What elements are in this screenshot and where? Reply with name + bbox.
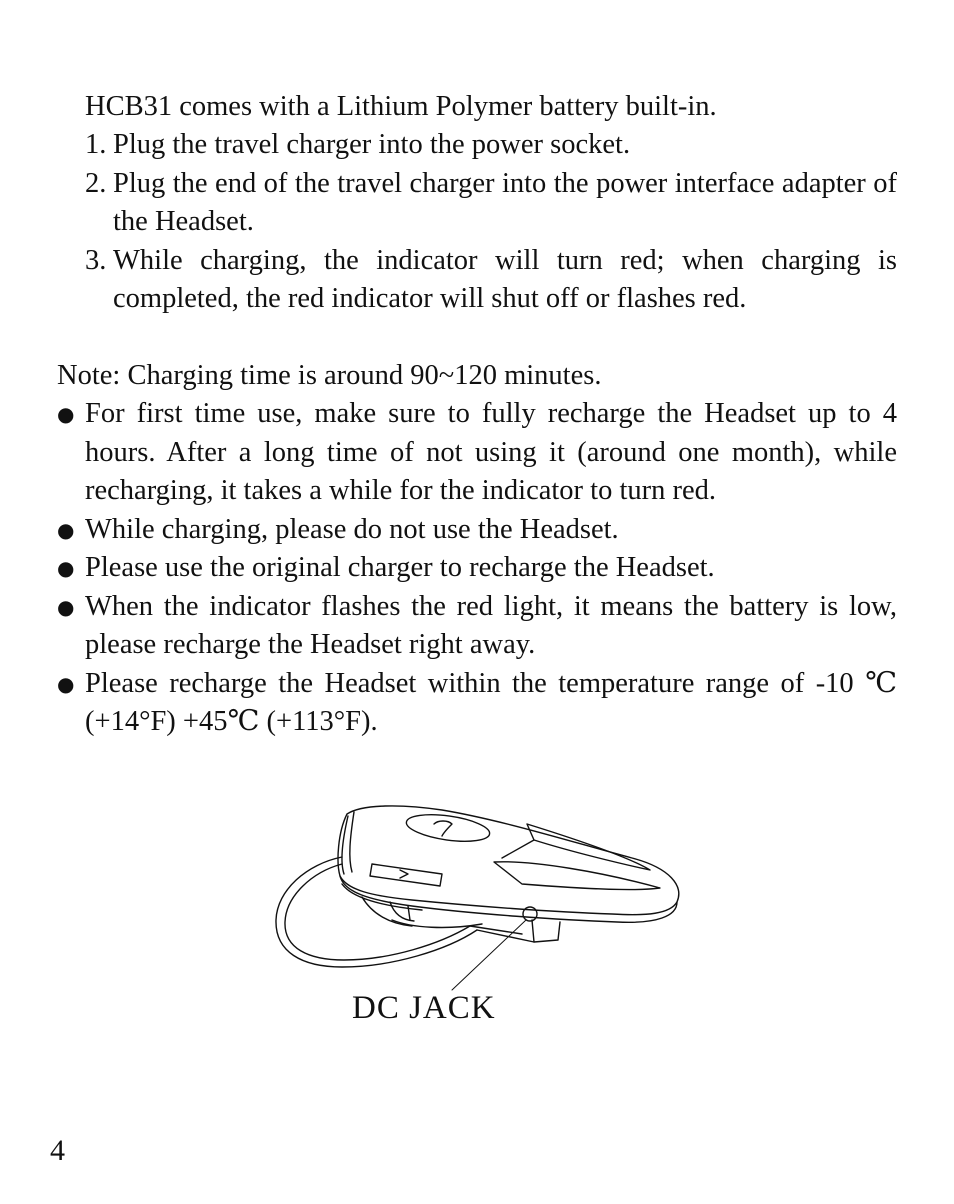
list-item <box>57 588 897 665</box>
bullet-icon: ● <box>57 517 75 542</box>
bullet-text: Please recharge the Headset within the temperature range of -10 ℃ (+14°F) +45℃ (+113°F). <box>85 667 897 737</box>
step-number: 1. <box>85 129 107 160</box>
bullet-icon: ● <box>57 556 75 580</box>
step-item <box>85 165 897 242</box>
bullet-text: Please use the original charger to recharge the Headset. <box>85 552 715 583</box>
charging-steps <box>85 126 897 319</box>
bullet-icon: ● <box>57 594 75 619</box>
bullet-icon: ● <box>57 671 75 696</box>
step-text: Plug the end of the travel charger into the power interface adapter of the Headset. <box>113 167 897 237</box>
bullet-text: While charging, please do not use the Headset. <box>85 513 619 545</box>
list-item <box>57 549 897 588</box>
page-number: 4 <box>50 1134 65 1167</box>
headset-illustration-icon <box>272 802 686 992</box>
headset-figure <box>272 802 686 992</box>
usage-notes-list <box>57 395 897 742</box>
step-number: 3. <box>85 244 107 276</box>
step-text: While charging, the indicator will turn red; when charging is completed, the red indicator will shut off or flashes red. <box>113 244 897 314</box>
bullet-icon: ● <box>57 402 75 426</box>
step-number: 2. <box>85 167 107 199</box>
list-item <box>57 395 897 511</box>
bullet-text: When the indicator flashes the red light, it means the battery is low, please recharge the Headset right away. <box>85 590 897 660</box>
list-item <box>57 511 897 550</box>
step-item <box>85 242 897 319</box>
figure-caption: DC JACK <box>352 990 496 1026</box>
charging-time-note: Note: Charging time is around 90~120 minutes. <box>57 360 602 391</box>
step-text: Plug the travel charger into the power socket. <box>113 129 631 160</box>
intro-text: HCB31 comes with a Lithium Polymer battery built-in. <box>85 91 717 122</box>
bullet-text: For first time use, make sure to fully recharge the Headset up to 4 hours. After a long time of not using it (around one month), while recharging, it takes a while for the indicator to turn red. <box>85 398 897 506</box>
step-item <box>85 126 897 165</box>
list-item <box>57 665 897 742</box>
